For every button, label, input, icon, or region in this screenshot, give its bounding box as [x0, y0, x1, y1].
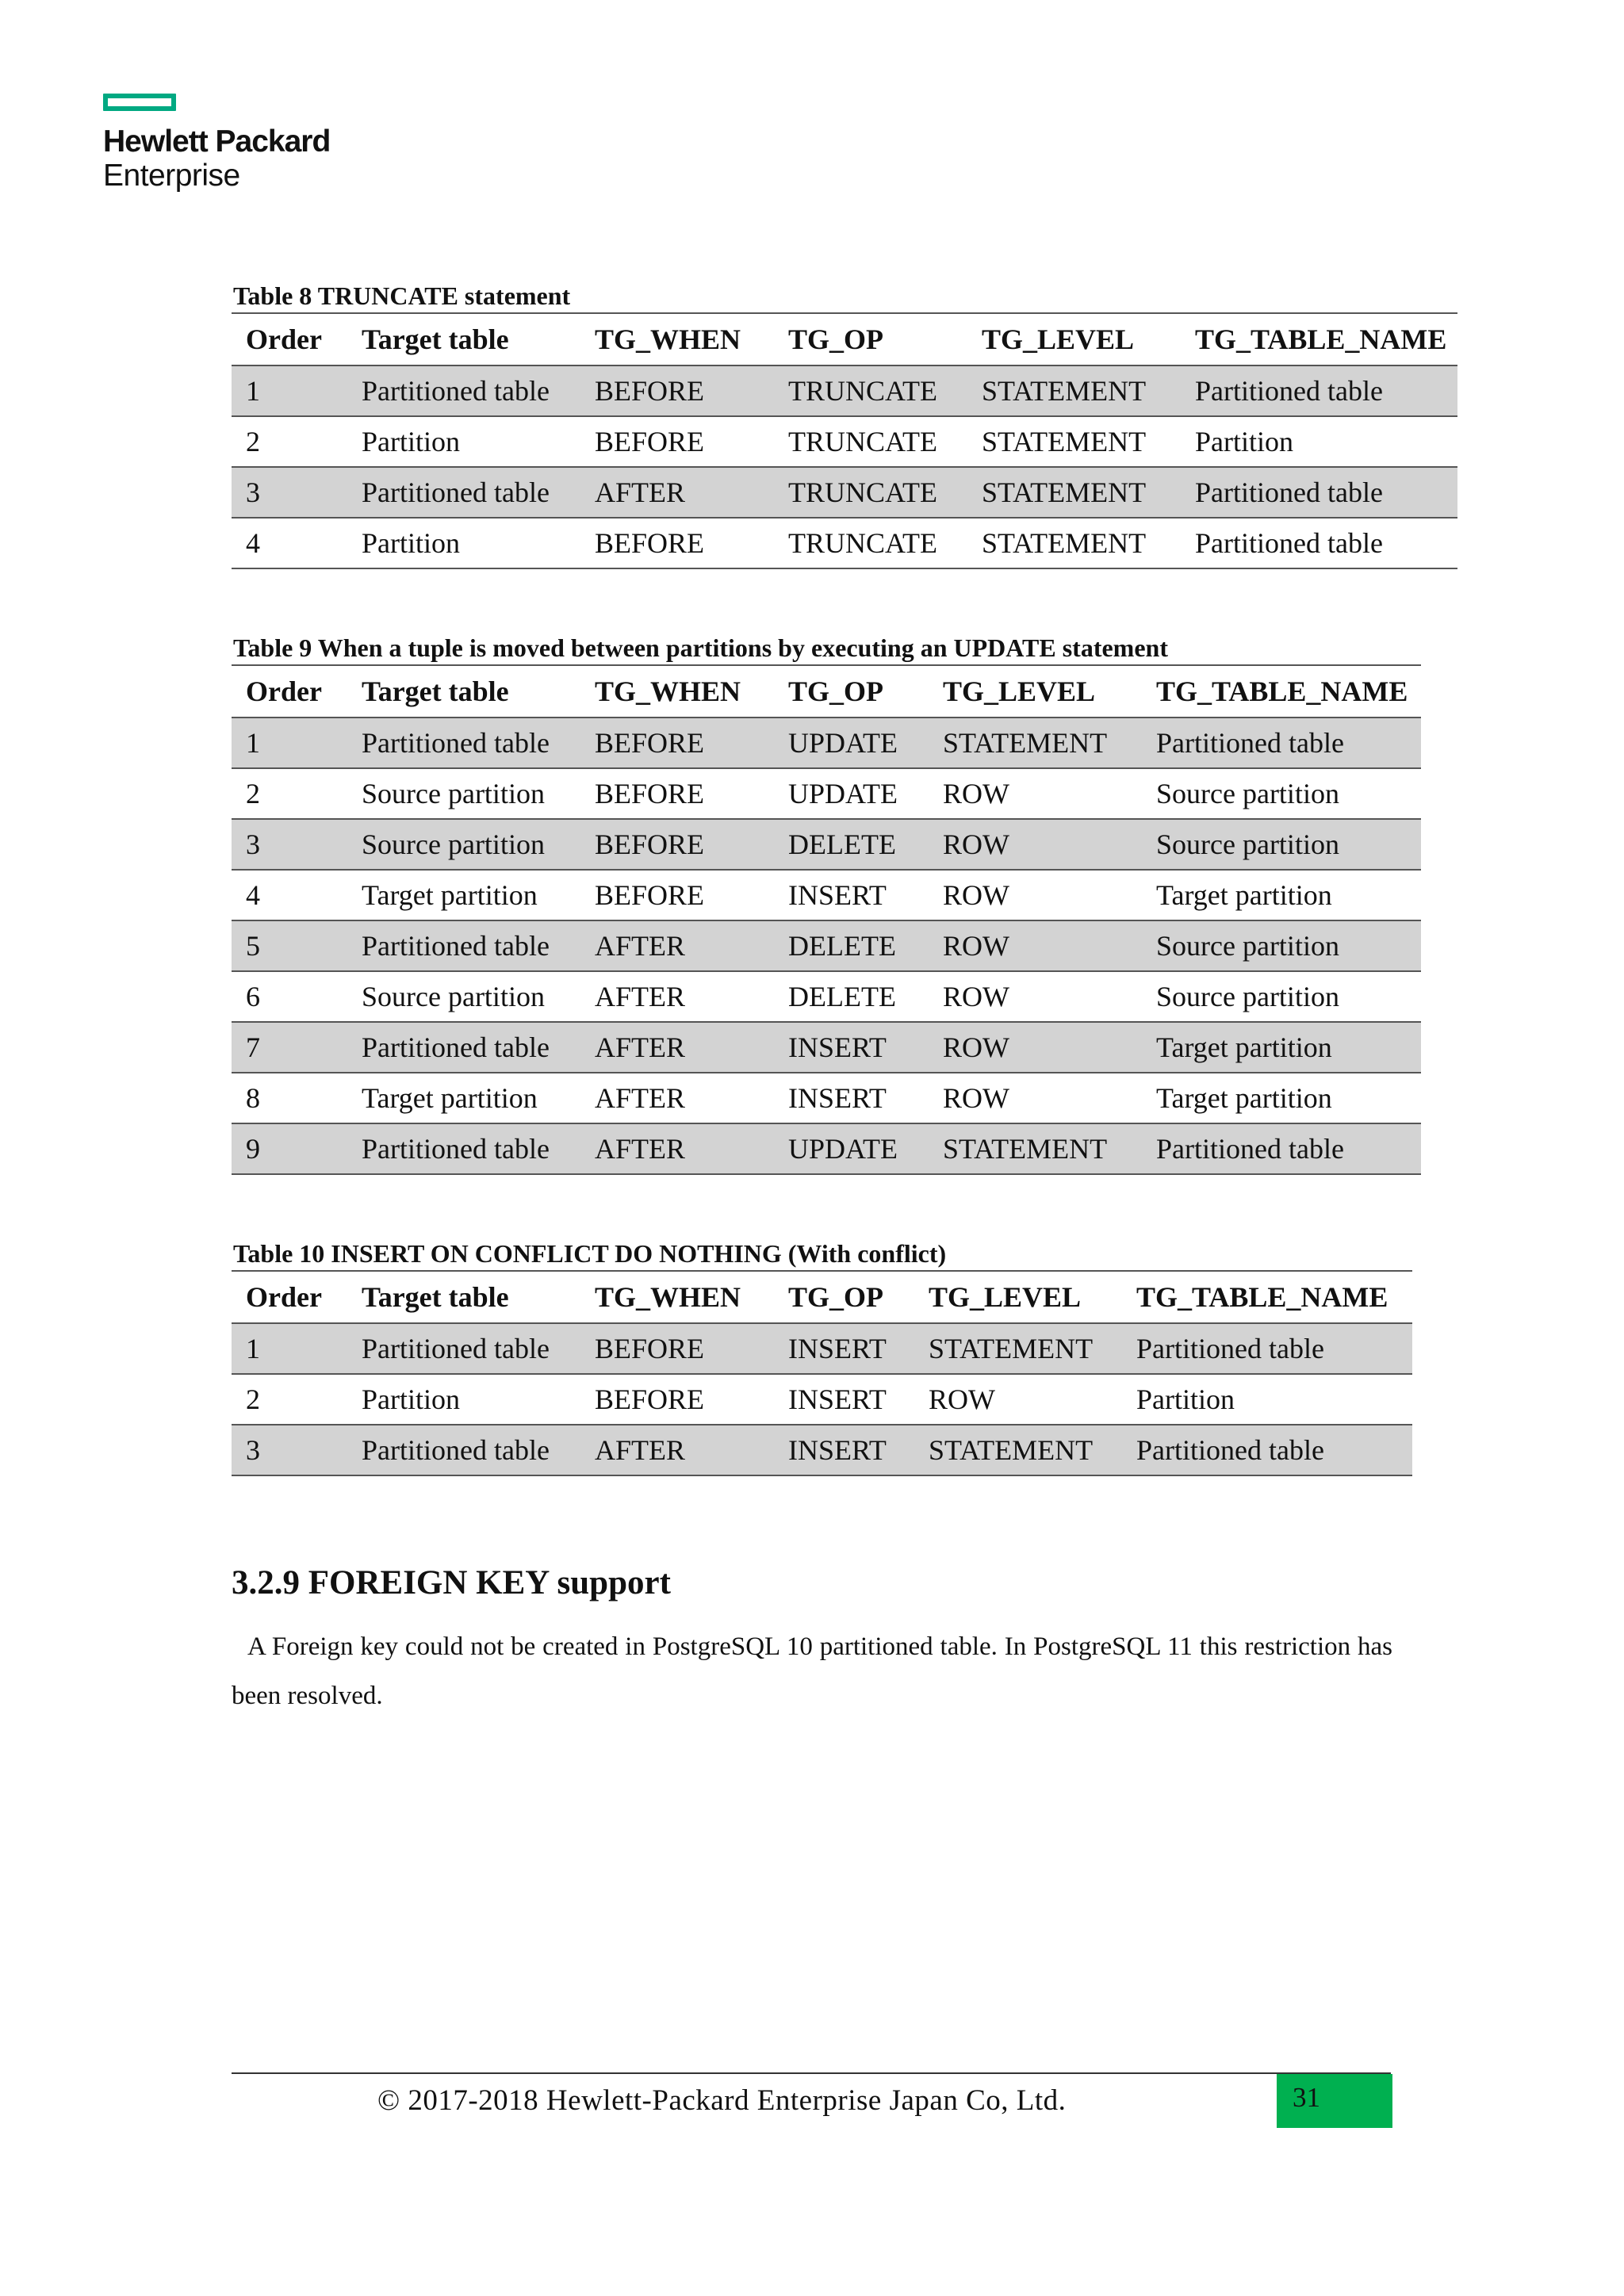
table-cell: 8: [246, 1082, 260, 1114]
table-cell: Target partition: [1156, 879, 1332, 911]
column-header: TG_OP: [788, 1281, 884, 1313]
table-row: [232, 1425, 1412, 1475]
table-cell: AFTER: [595, 930, 686, 962]
table-cell: Partitioned table: [362, 1434, 550, 1466]
table-9-block: [232, 631, 1421, 1175]
column-header: Target table: [362, 1281, 509, 1313]
column-header: TG_TABLE_NAME: [1136, 1281, 1388, 1313]
table-cell: TRUNCATE: [788, 476, 937, 508]
table-cell: 2: [246, 778, 260, 809]
logo-rectangle-icon: [103, 94, 176, 111]
table-cell: Partitioned table: [1136, 1434, 1324, 1466]
table-cell: Source partition: [1156, 930, 1339, 962]
footer-copyright: © 2017-2018 Hewlett-Packard Enterprise Japan Co, Ltd.: [377, 2084, 1067, 2117]
logo-line-1: Hewlett Packard: [103, 124, 331, 159]
table-row: [232, 1073, 1421, 1123]
table-cell: ROW: [943, 1082, 1009, 1114]
table-cell: AFTER: [595, 1434, 686, 1466]
section-body-text: A Foreign key could not be created in PostgreSQL 10 partitioned table. In PostgreSQL 11 this restriction has been resolved.: [232, 1632, 1392, 1710]
column-header: Target table: [362, 675, 509, 707]
logo-line-2: Enterprise: [103, 159, 240, 193]
trigger-table: [232, 312, 1457, 569]
table-cell: Partitioned table: [1195, 527, 1383, 559]
table-caption: Table 9 When a tuple is moved between partitions by executing an UPDATE statement: [233, 633, 1168, 662]
table-cell: DELETE: [788, 930, 896, 962]
table-cell: Target partition: [362, 1082, 538, 1114]
table-cell: Partitioned table: [1156, 1133, 1344, 1165]
table-cell: AFTER: [595, 476, 686, 508]
table-cell: STATEMENT: [943, 727, 1108, 759]
table-header-row: [232, 313, 1457, 365]
table-cell: 4: [246, 527, 260, 559]
table-cell: TRUNCATE: [788, 426, 937, 457]
table-cell: TRUNCATE: [788, 375, 937, 407]
hpe-logo: [103, 94, 330, 193]
table-cell: ROW: [943, 930, 1009, 962]
table-cell: 2: [246, 426, 260, 457]
table-cell: Partitioned table: [1195, 476, 1383, 508]
table-8-block: [232, 279, 1457, 569]
table-row: [232, 1374, 1412, 1425]
table-cell: AFTER: [595, 1031, 686, 1063]
table-cell: 5: [246, 930, 260, 962]
table-cell: Partitioned table: [1156, 727, 1344, 759]
table-cell: BEFORE: [595, 527, 705, 559]
column-header: Order: [246, 675, 322, 707]
table-cell: BEFORE: [595, 778, 705, 809]
table-cell: INSERT: [788, 1333, 887, 1364]
table-cell: Partitioned table: [362, 930, 550, 962]
table-cell: Partitioned table: [362, 727, 550, 759]
table-cell: ROW: [943, 828, 1009, 860]
table-cell: Partitioned table: [362, 1333, 550, 1364]
table-cell: ROW: [929, 1383, 995, 1415]
table-row: [232, 819, 1421, 870]
table-cell: 6: [246, 981, 260, 1012]
table-cell: BEFORE: [595, 426, 705, 457]
table-cell: ROW: [943, 1031, 1009, 1063]
table-cell: 7: [246, 1031, 260, 1063]
table-cell: BEFORE: [595, 1383, 705, 1415]
table-row: [232, 1022, 1421, 1073]
table-cell: ROW: [943, 981, 1009, 1012]
column-header: TG_OP: [788, 323, 884, 355]
table-cell: Partitioned table: [1136, 1333, 1324, 1364]
table-header-row: [232, 665, 1421, 718]
table-cell: BEFORE: [595, 1333, 705, 1364]
table-cell: UPDATE: [788, 778, 898, 809]
table-cell: STATEMENT: [982, 527, 1147, 559]
table-row: [232, 365, 1457, 416]
section-body: [232, 1622, 1392, 1720]
page-number: 31: [1293, 2082, 1320, 2113]
table-cell: 1: [246, 727, 260, 759]
table-cell: BEFORE: [595, 879, 705, 911]
table-cell: Source partition: [1156, 828, 1339, 860]
table-cell: Source partition: [362, 828, 545, 860]
table-cell: 3: [246, 476, 260, 508]
table-cell: DELETE: [788, 828, 896, 860]
table-cell: 3: [246, 828, 260, 860]
table-cell: STATEMENT: [982, 426, 1147, 457]
column-header: TG_OP: [788, 675, 884, 707]
table-cell: Source partition: [1156, 778, 1339, 809]
column-header: Order: [246, 323, 322, 355]
table-cell: AFTER: [595, 981, 686, 1012]
table-cell: INSERT: [788, 1383, 887, 1415]
table-cell: UPDATE: [788, 727, 898, 759]
table-caption: Table 8 TRUNCATE statement: [233, 281, 571, 310]
table-cell: Partition: [362, 426, 460, 457]
table-row: [232, 1323, 1412, 1374]
column-header: TG_TABLE_NAME: [1156, 675, 1408, 707]
page-number-badge: [1277, 2074, 1392, 2128]
table-cell: INSERT: [788, 879, 887, 911]
table-cell: STATEMENT: [982, 476, 1147, 508]
column-header: TG_WHEN: [595, 323, 741, 355]
trigger-table: [232, 1270, 1412, 1476]
table-cell: AFTER: [595, 1133, 686, 1165]
column-header: TG_WHEN: [595, 1281, 741, 1313]
table-row: [232, 467, 1457, 518]
table-cell: Partition: [362, 1383, 460, 1415]
table-cell: INSERT: [788, 1082, 887, 1114]
table-cell: INSERT: [788, 1031, 887, 1063]
column-header: TG_TABLE_NAME: [1195, 323, 1447, 355]
table-cell: Target partition: [362, 879, 538, 911]
column-header: TG_WHEN: [595, 675, 741, 707]
table-cell: UPDATE: [788, 1133, 898, 1165]
table-caption: Table 10 INSERT ON CONFLICT DO NOTHING (With conflict): [233, 1239, 947, 1268]
table-cell: INSERT: [788, 1434, 887, 1466]
table-row: [232, 518, 1457, 568]
table-cell: Target partition: [1156, 1082, 1332, 1114]
table-cell: Partition: [1136, 1383, 1235, 1415]
table-cell: STATEMENT: [982, 375, 1147, 407]
table-row: [232, 718, 1421, 768]
table-cell: Partition: [362, 527, 460, 559]
table-cell: Partitioned table: [362, 476, 550, 508]
table-cell: STATEMENT: [929, 1434, 1094, 1466]
table-row: [232, 768, 1421, 819]
column-header: TG_LEVEL: [982, 323, 1135, 355]
table-cell: BEFORE: [595, 828, 705, 860]
table-cell: 3: [246, 1434, 260, 1466]
table-cell: ROW: [943, 778, 1009, 809]
table-header-row: [232, 1271, 1412, 1323]
table-cell: STATEMENT: [929, 1333, 1094, 1364]
table-cell: 1: [246, 1333, 260, 1364]
column-header: TG_LEVEL: [943, 675, 1096, 707]
section-heading: 3.2.9 FOREIGN KEY support: [232, 1564, 671, 1601]
table-row: [232, 416, 1457, 467]
column-header: Order: [246, 1281, 322, 1313]
table-cell: Partitioned table: [362, 1031, 550, 1063]
table-cell: Partitioned table: [1195, 375, 1383, 407]
table-cell: 2: [246, 1383, 260, 1415]
table-cell: Target partition: [1156, 1031, 1332, 1063]
table-cell: DELETE: [788, 981, 896, 1012]
footer-rule: [232, 2072, 1391, 2074]
table-cell: BEFORE: [595, 727, 705, 759]
table-cell: Source partition: [362, 778, 545, 809]
table-row: [232, 870, 1421, 920]
table-cell: Partition: [1195, 426, 1293, 457]
table-cell: STATEMENT: [943, 1133, 1108, 1165]
table-10-block: [232, 1237, 1412, 1476]
table-cell: Source partition: [1156, 981, 1339, 1012]
table-row: [232, 1123, 1421, 1174]
table-cell: ROW: [943, 879, 1009, 911]
table-cell: BEFORE: [595, 375, 705, 407]
table-cell: TRUNCATE: [788, 527, 937, 559]
table-row: [232, 971, 1421, 1022]
table-cell: 9: [246, 1133, 260, 1165]
table-row: [232, 920, 1421, 971]
table-cell: Partitioned table: [362, 1133, 550, 1165]
trigger-table: [232, 664, 1421, 1175]
table-cell: AFTER: [595, 1082, 686, 1114]
table-cell: 4: [246, 879, 260, 911]
table-cell: 1: [246, 375, 260, 407]
table-cell: Partitioned table: [362, 375, 550, 407]
column-header: TG_LEVEL: [929, 1281, 1082, 1313]
column-header: Target table: [362, 323, 509, 355]
table-cell: Source partition: [362, 981, 545, 1012]
